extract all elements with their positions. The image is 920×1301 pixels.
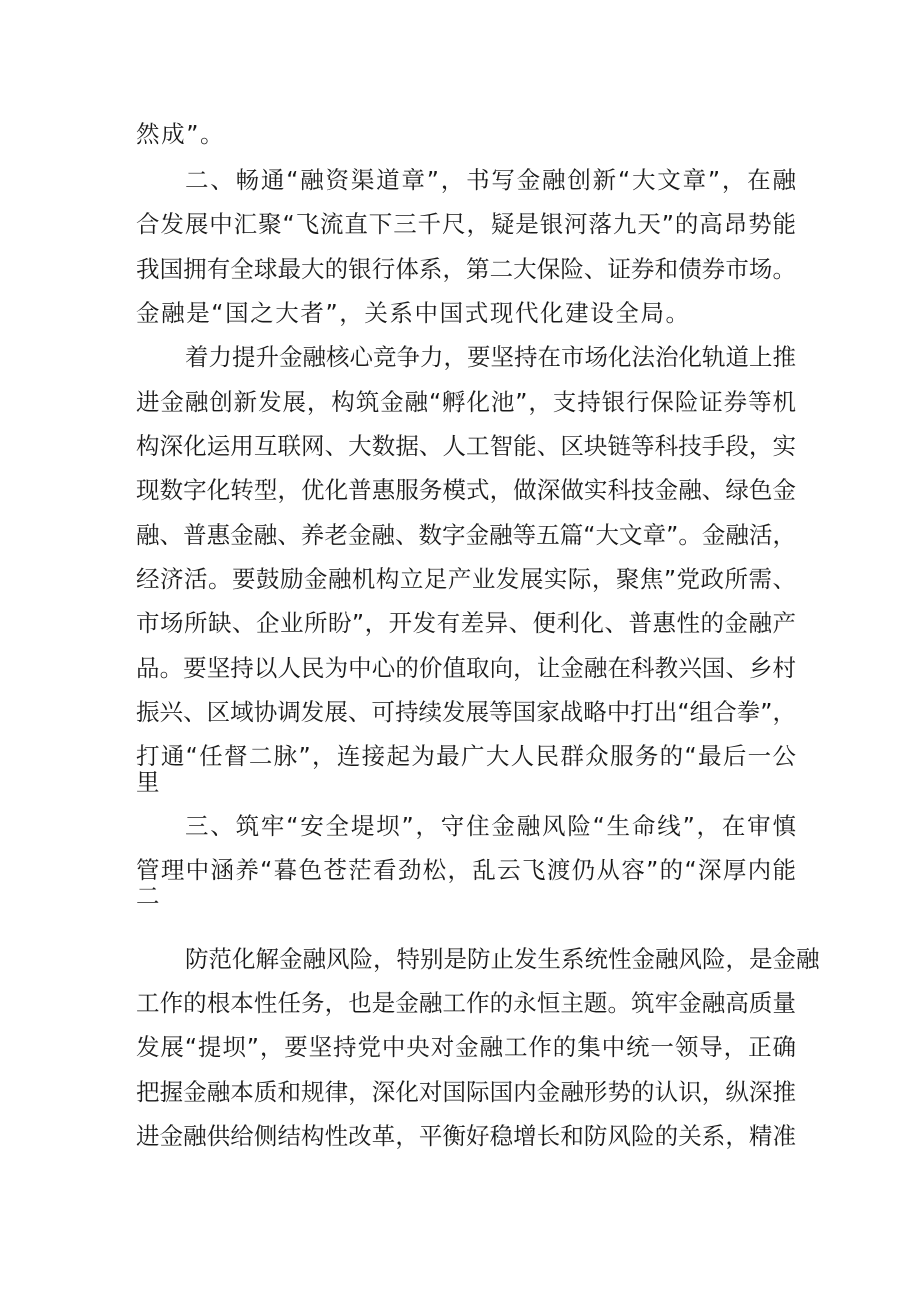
text-line: 工作的根本性任务，也是金融工作的永恒主题。筑牢金融高质量	[136, 989, 796, 1017]
text-line: 管理中涵养“暮色苍茫看劲松，乱云飞渡仍从容”的“深厚内能	[136, 856, 796, 884]
text-line: 合发展中汇聚“飞流直下三千尺，疑是银河落九天”的高昂势能	[136, 210, 796, 238]
text-line: 金融是“国之大者”，关系中国式现代化建设全局。	[136, 299, 691, 327]
text-line: 进金融供给侧结构性改革，平衡好稳增长和防风险的关系，精准	[136, 1122, 796, 1150]
text-line: 二	[136, 882, 162, 910]
section-heading-2: 二、畅通“融资渠道章”，书写金融创新“大文章”，在融	[185, 166, 796, 194]
text-line: 发展“提坝”，要坚持党中央对金融工作的集中统一领导，正确	[136, 1033, 796, 1061]
text-line: 我国拥有全球最大的银行体系，第二大保险、证券和债券市场。	[136, 255, 796, 283]
text-line: 振兴、区域协调发展、可持续发展等国家战略中打出“组合拳”，	[136, 698, 796, 726]
text-line: 品。要坚持以人民为中心的价值取向，让金融在科教兴国、乡村	[136, 654, 796, 682]
paragraph-start: 着力提升金融核心竞争力，要坚持在市场化法治化轨道上推	[185, 343, 796, 371]
text-line: 然成”。	[136, 120, 226, 148]
text-line: 经济活。要鼓励金融机构立足产业发展实际，聚焦”党政所需、	[136, 565, 796, 593]
text-line: 把握金融本质和规律，深化对国际国内金融形势的认识，纵深推	[136, 1078, 796, 1106]
paragraph-start: 防范化解金融风险，特别是防止发生系统性金融风险，是金融	[185, 945, 820, 973]
text-line: 进金融创新发展，构筑金融“孵化池”，支持银行保险证券等机	[136, 388, 796, 416]
text-line: 现数字化转型，优化普惠服务模式，做深做实科技金融、绿色金	[136, 476, 796, 504]
text-line: 里	[136, 768, 162, 796]
text-line: 市场所缺、企业所盼”，开发有差异、便利化、普惠性的金融产	[136, 609, 796, 637]
text-line: 构深化运用互联网、大数据、人工智能、区块链等科技手段，实	[136, 432, 796, 460]
section-heading-3: 三、筑牢“安全堤坝”，守住金融风险“生命线”，在审慎	[185, 812, 796, 840]
text-line: 打通“任督二脉”，连接起为最广大人民群众服务的“最后一公	[136, 742, 796, 770]
text-line: 融、普惠金融、养老金融、数字金融等五篇“大文章”。金融活，	[136, 521, 796, 549]
